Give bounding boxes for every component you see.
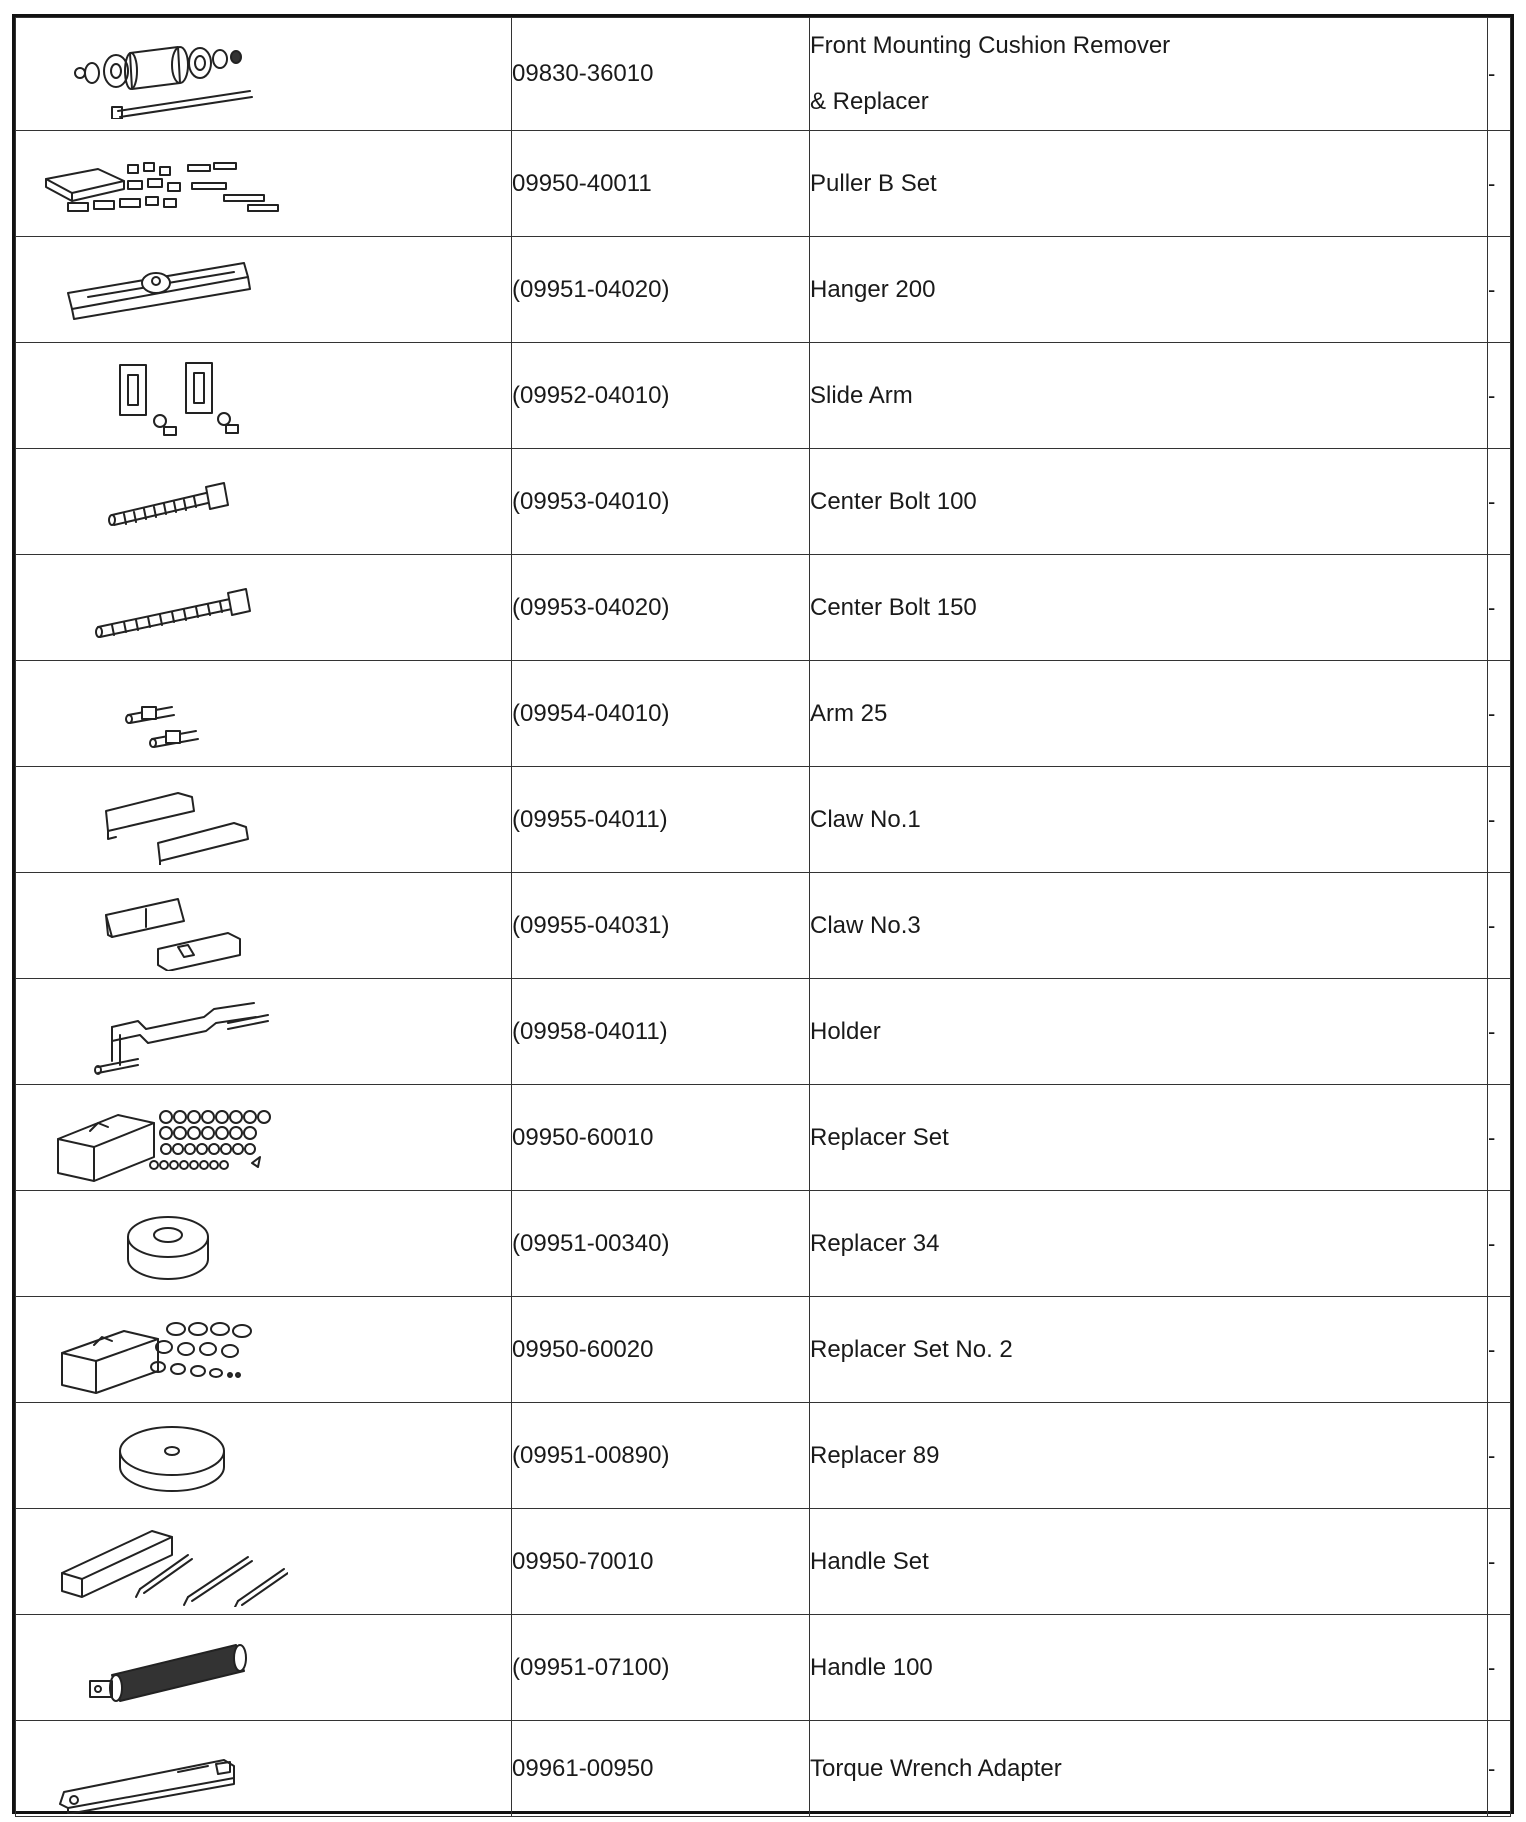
- table-row: [16, 767, 1511, 873]
- note: -: [1488, 661, 1511, 767]
- part-number: (09951-00340): [512, 1191, 810, 1297]
- table-row: [16, 1297, 1511, 1403]
- table-row: [16, 343, 1511, 449]
- part-number: 09830-36010: [512, 18, 810, 131]
- tool-illustration-cell: [16, 343, 512, 449]
- handle-set-icon: [28, 1517, 288, 1607]
- tool-illustration-cell: [16, 1191, 512, 1297]
- part-number: 09950-70010: [512, 1509, 810, 1615]
- note: -: [1488, 1297, 1511, 1403]
- tool-table-frame: [12, 14, 1514, 1814]
- note: -: [1488, 1403, 1511, 1509]
- table-row: [16, 1615, 1511, 1721]
- holder-bracket-icon: [28, 987, 288, 1077]
- table-row: [16, 873, 1511, 979]
- puller-set-icon: [28, 139, 288, 229]
- tool-name: Torque Wrench Adapter: [810, 1721, 1488, 1817]
- table-row: [16, 1721, 1511, 1817]
- replacer-disc-icon: [28, 1411, 288, 1501]
- tool-illustration-cell: [16, 449, 512, 555]
- tool-name: Handle Set: [810, 1509, 1488, 1615]
- table-row: [16, 131, 1511, 237]
- part-number: (09951-04020): [512, 237, 810, 343]
- note: -: [1488, 873, 1511, 979]
- part-number: (09951-00890): [512, 1403, 810, 1509]
- tool-illustration-cell: [16, 18, 512, 131]
- tool-illustration-cell: [16, 1721, 512, 1817]
- center-bolt-short-icon: [28, 457, 288, 547]
- part-number: (09953-04010): [512, 449, 810, 555]
- tool-name: Hanger 200: [810, 237, 1488, 343]
- table-row: [16, 979, 1511, 1085]
- table-row: [16, 1191, 1511, 1297]
- table-row: [16, 237, 1511, 343]
- part-number: (09958-04011): [512, 979, 810, 1085]
- tool-name: Slide Arm: [810, 343, 1488, 449]
- table-row: [16, 555, 1511, 661]
- tool-illustration-cell: [16, 1085, 512, 1191]
- table-row: [16, 1509, 1511, 1615]
- tool-name: Front Mounting Cushion Remover: [810, 32, 1171, 59]
- part-number: 09950-60020: [512, 1297, 810, 1403]
- note: -: [1488, 1615, 1511, 1721]
- center-bolt-long-icon: [28, 563, 288, 653]
- replacer-set-box-icon: [28, 1093, 288, 1183]
- tool-illustration-cell: [16, 131, 512, 237]
- tool-name-line2: & Replacer: [810, 88, 929, 115]
- part-number: (09952-04010): [512, 343, 810, 449]
- tool-illustration-cell: [16, 767, 512, 873]
- tool-illustration-cell: [16, 1403, 512, 1509]
- note: -: [1488, 1509, 1511, 1615]
- tool-name: Claw No.3: [810, 873, 1488, 979]
- tool-name: Replacer 34: [810, 1191, 1488, 1297]
- tool-illustration-cell: [16, 661, 512, 767]
- special-tools-table: [15, 17, 1511, 1817]
- part-number: (09954-04010): [512, 661, 810, 767]
- note: -: [1488, 1085, 1511, 1191]
- table-row: [16, 1085, 1511, 1191]
- note: -: [1488, 767, 1511, 873]
- note: -: [1488, 555, 1511, 661]
- note: -: [1488, 131, 1511, 237]
- note: -: [1488, 449, 1511, 555]
- part-number: 09950-40011: [512, 131, 810, 237]
- tool-name: Holder: [810, 979, 1488, 1085]
- part-number: (09951-07100): [512, 1615, 810, 1721]
- table-row: [16, 661, 1511, 767]
- part-number: (09953-04020): [512, 555, 810, 661]
- part-number: 09950-60010: [512, 1085, 810, 1191]
- claw-long-icon: [28, 775, 288, 865]
- part-number: 09961-00950: [512, 1721, 810, 1817]
- tool-name: Handle 100: [810, 1615, 1488, 1721]
- torque-wrench-adapter-icon: [28, 1724, 288, 1814]
- table-row: [16, 18, 1511, 131]
- replacer-ring-icon: [28, 1199, 288, 1289]
- note: -: [1488, 1191, 1511, 1297]
- replacer-set-2-box-icon: [28, 1305, 288, 1395]
- part-number: (09955-04031): [512, 873, 810, 979]
- note: -: [1488, 237, 1511, 343]
- cushion-remover-kit-icon: [28, 29, 288, 119]
- tool-illustration-cell: [16, 873, 512, 979]
- tool-name: Center Bolt 100: [810, 449, 1488, 555]
- tool-illustration-cell: [16, 555, 512, 661]
- tool-name: Replacer Set No. 2: [810, 1297, 1488, 1403]
- tool-name: Puller B Set: [810, 131, 1488, 237]
- note: -: [1488, 979, 1511, 1085]
- tool-name: Replacer 89: [810, 1403, 1488, 1509]
- tool-illustration-cell: [16, 1509, 512, 1615]
- note: -: [1488, 18, 1511, 131]
- note: -: [1488, 343, 1511, 449]
- note: -: [1488, 1721, 1511, 1817]
- tool-illustration-cell: [16, 1297, 512, 1403]
- tool-name: Center Bolt 150: [810, 555, 1488, 661]
- handle-cylinder-icon: [28, 1623, 288, 1713]
- claw-block-icon: [28, 881, 288, 971]
- table-row: [16, 1403, 1511, 1509]
- arm-pins-icon: [28, 669, 288, 759]
- hanger-bar-icon: [28, 245, 288, 335]
- tool-name: Replacer Set: [810, 1085, 1488, 1191]
- tool-name: Claw No.1: [810, 767, 1488, 873]
- tool-illustration-cell: [16, 979, 512, 1085]
- slide-arm-icon: [28, 351, 288, 441]
- tool-name-cell: [810, 18, 1488, 131]
- part-number: (09955-04011): [512, 767, 810, 873]
- tool-illustration-cell: [16, 237, 512, 343]
- table-row: [16, 449, 1511, 555]
- tool-illustration-cell: [16, 1615, 512, 1721]
- tool-name: Arm 25: [810, 661, 1488, 767]
